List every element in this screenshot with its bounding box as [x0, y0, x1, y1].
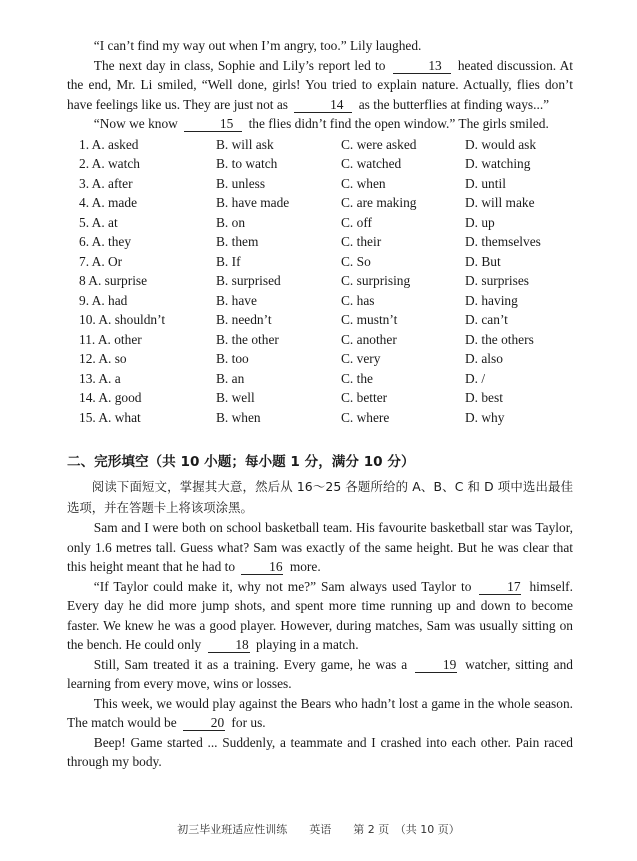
option-row: 4. A. made B. have made C. are making D. will make: [79, 195, 535, 210]
option-row: 15. A. what B. when C. where D. why: [79, 409, 505, 425]
option-row: 9. A. had B. have C. has D. having: [79, 292, 518, 308]
page-footer: 初三毕业班适应性训练 英语 第 2 页 （共 10 页）: [177, 823, 460, 836]
option-row: 8 A. surprise B. surprised C. surprising D. surprises: [79, 273, 529, 288]
passage1-line1: “I can’t find my way out when I’m angry, too.” Lily laughed.: [93, 38, 422, 53]
option-row: 2. A. watch B. to watch C. watched D. watching: [79, 156, 531, 171]
blank-17: 17: [479, 579, 521, 595]
option-row: 13. A. a B. an C. the D. /: [79, 370, 486, 386]
blank-14: 14: [294, 97, 352, 113]
section-instruction: 阅读下面短文，掌握其大意，然后从 16～25 各题所给的 A、B、C 和 D 项中选出最佳选项，并在答题卡上将该项涂黑。: [67, 479, 573, 515]
blank-18: 18: [208, 637, 250, 653]
option-row: 7. A. Or B. If C. So D. But: [79, 253, 501, 269]
passage2-paragraph1: Sam and I were both on school basketball team. His favourite basketball star was Taylor, only 1.6 metres tall. Guess what? Sam was exactly of the same height. But he was clear that this height meant that he had to 16 more.: [67, 520, 573, 574]
option-row: 10. A. shouldn’t B. needn’t C. mustn’t D. can’t: [79, 312, 508, 327]
blank-19: 19: [415, 657, 457, 673]
passage2-paragraph3: Still, Sam treated it as a training. Every game, he was a 19 watcher, sitting and learning from every move, wins or losses.: [67, 656, 573, 691]
blank-15: 15: [184, 116, 242, 132]
passage1-paragraph3: “Now we know 15 the flies didn’t find the open window.” The girls smiled.: [93, 116, 549, 131]
blank-13: 13: [393, 58, 451, 74]
passage2-paragraph4: This week, we would play against the Bears who hadn’t lost a game in the whole season. The match would be 20 for us.: [67, 695, 573, 730]
option-row: 14. A. good B. well C. better D. best: [79, 390, 503, 405]
blank-16: 16: [241, 559, 283, 575]
blank-20: 20: [183, 715, 225, 731]
passage2-paragraph2: “If Taylor could make it, why not me?” Sam always used Taylor to 17 himself. Every day he did more jump shots, and spent more time running up and down to become faster. We knew he was a good player. However, during matches, Sam was usually sitting on the bench. He could only 18 playing in a match.: [67, 578, 573, 652]
option-row: 1. A. asked B. will ask C. were asked D. would ask: [79, 136, 537, 152]
option-row: 11. A. other B. the other C. another D. the others: [79, 331, 534, 347]
options-list: [67, 135, 573, 428]
passage2-paragraph5: Beep! Game started ... Suddenly, a teammate and I crashed into each other. Pain raced through my body.: [67, 734, 573, 769]
option-row: 3. A. after B. unless C. when D. until: [79, 175, 506, 191]
option-row: 12. A. so B. too C. very D. also: [79, 351, 503, 366]
passage1-paragraph2: The next day in class, Sophie and Lily’s report led to 13 heated discussion. At the end, Mr. Li smiled, “Well done, girls! You tried to explain nature. Actually, flies don’t have feelings like us. They are just not as 14 as the butterflies at finding ways...”: [67, 57, 573, 112]
option-row: 5. A. at B. on C. off D. up: [79, 214, 495, 230]
option-row: 6. A. they B. them C. their D. themselves: [79, 234, 541, 249]
section-title: 二、完形填空（共 10 小题；每小题 1 分，满分 10 分）: [67, 454, 415, 470]
